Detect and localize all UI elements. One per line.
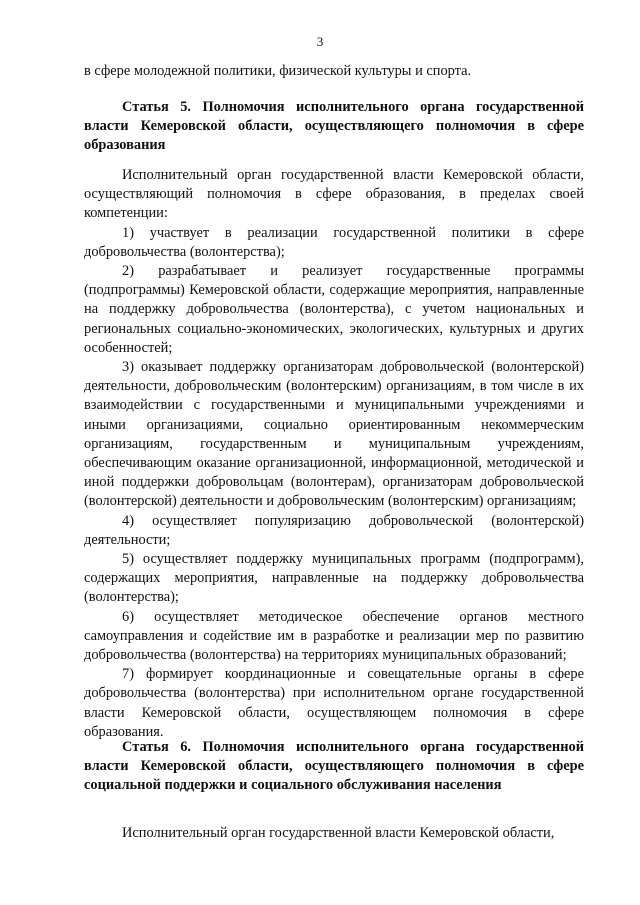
article-5-item-3: 3) оказывает поддержку организаторам добровольческой (волонтерской) деятельности, добровольческим (волонтерским) организациям, в том числе в их взаимодействии с государственными и муниципальными учреждениями и иными организациями, социально ориентированным некоммерческим организациям, государственным и муниципальным учреждениям, обеспечивающим оказание организационной, информационной, методической и иной поддержки добровольцам (волонтерам), организаторам добровольческой (волонтерской) деятельности и добровольческим (волонтерским) организациям; bbox=[84, 359, 584, 510]
article-5-item-4: 4) осуществляет популяризацию добровольческой (волонтерской) деятельности; bbox=[84, 512, 584, 548]
article-5-heading-block bbox=[84, 98, 584, 156]
article-5-intro: Исполнительный орган государственной власти Кемеровской области, осуществляющий полномочия в сфере образования, в пределах своей компетенции: bbox=[84, 167, 584, 222]
intro-line: в сфере молодежной политики, физической культуры и спорта. bbox=[84, 63, 472, 79]
article-6-body bbox=[84, 824, 584, 843]
article-6-heading-block bbox=[84, 738, 584, 796]
article-5-item-2: 2) разрабатывает и реализует государственные программы (подпрограммы) Кемеровской области, содержащие мероприятия, направленные на поддержку добровольчества (волонтерства), с учетом национальных и региональных социально-экономических, экологических, культурных и других особенностей; bbox=[84, 263, 584, 356]
article-5-item-7: 7) формирует координационные и совещательные органы в сфере добровольчества (волонтерства) при исполнительном органе государственной власти Кемеровской области, осуществляющем полномочия в сфере образования. bbox=[84, 666, 584, 740]
article-5-heading: Статья 5. Полномочия исполнительного органа государственной власти Кемеровской области, осуществляющего полномочия в сфере образования bbox=[84, 99, 584, 154]
page-number: 3 bbox=[316, 34, 324, 49]
article-5-body bbox=[84, 166, 584, 742]
article-6-heading: Статья 6. Полномочия исполнительного органа государственной власти Кемеровской области, осуществляющего полномочия в сфере социальной поддержки и социального обслуживания населения bbox=[84, 739, 584, 794]
article-5-item-1: 1) участвует в реализации государственной политики в сфере добровольчества (волонтерства); bbox=[84, 224, 584, 260]
intro-line-block bbox=[84, 62, 584, 81]
article-5-item-5: 5) осуществляет поддержку муниципальных программ (подпрограмм), содержащих мероприятия, направленные на поддержку добровольчества (волонтерства); bbox=[84, 551, 584, 606]
article-5-item-6: 6) осуществляет методическое обеспечение органов местного самоуправления и содействие им в разработке и реализации мер по развитию добровольчества (волонтерства) на территориях муниципальных образований; bbox=[84, 608, 584, 664]
article-6-intro: Исполнительный орган государственной власти Кемеровской области, bbox=[122, 825, 555, 841]
